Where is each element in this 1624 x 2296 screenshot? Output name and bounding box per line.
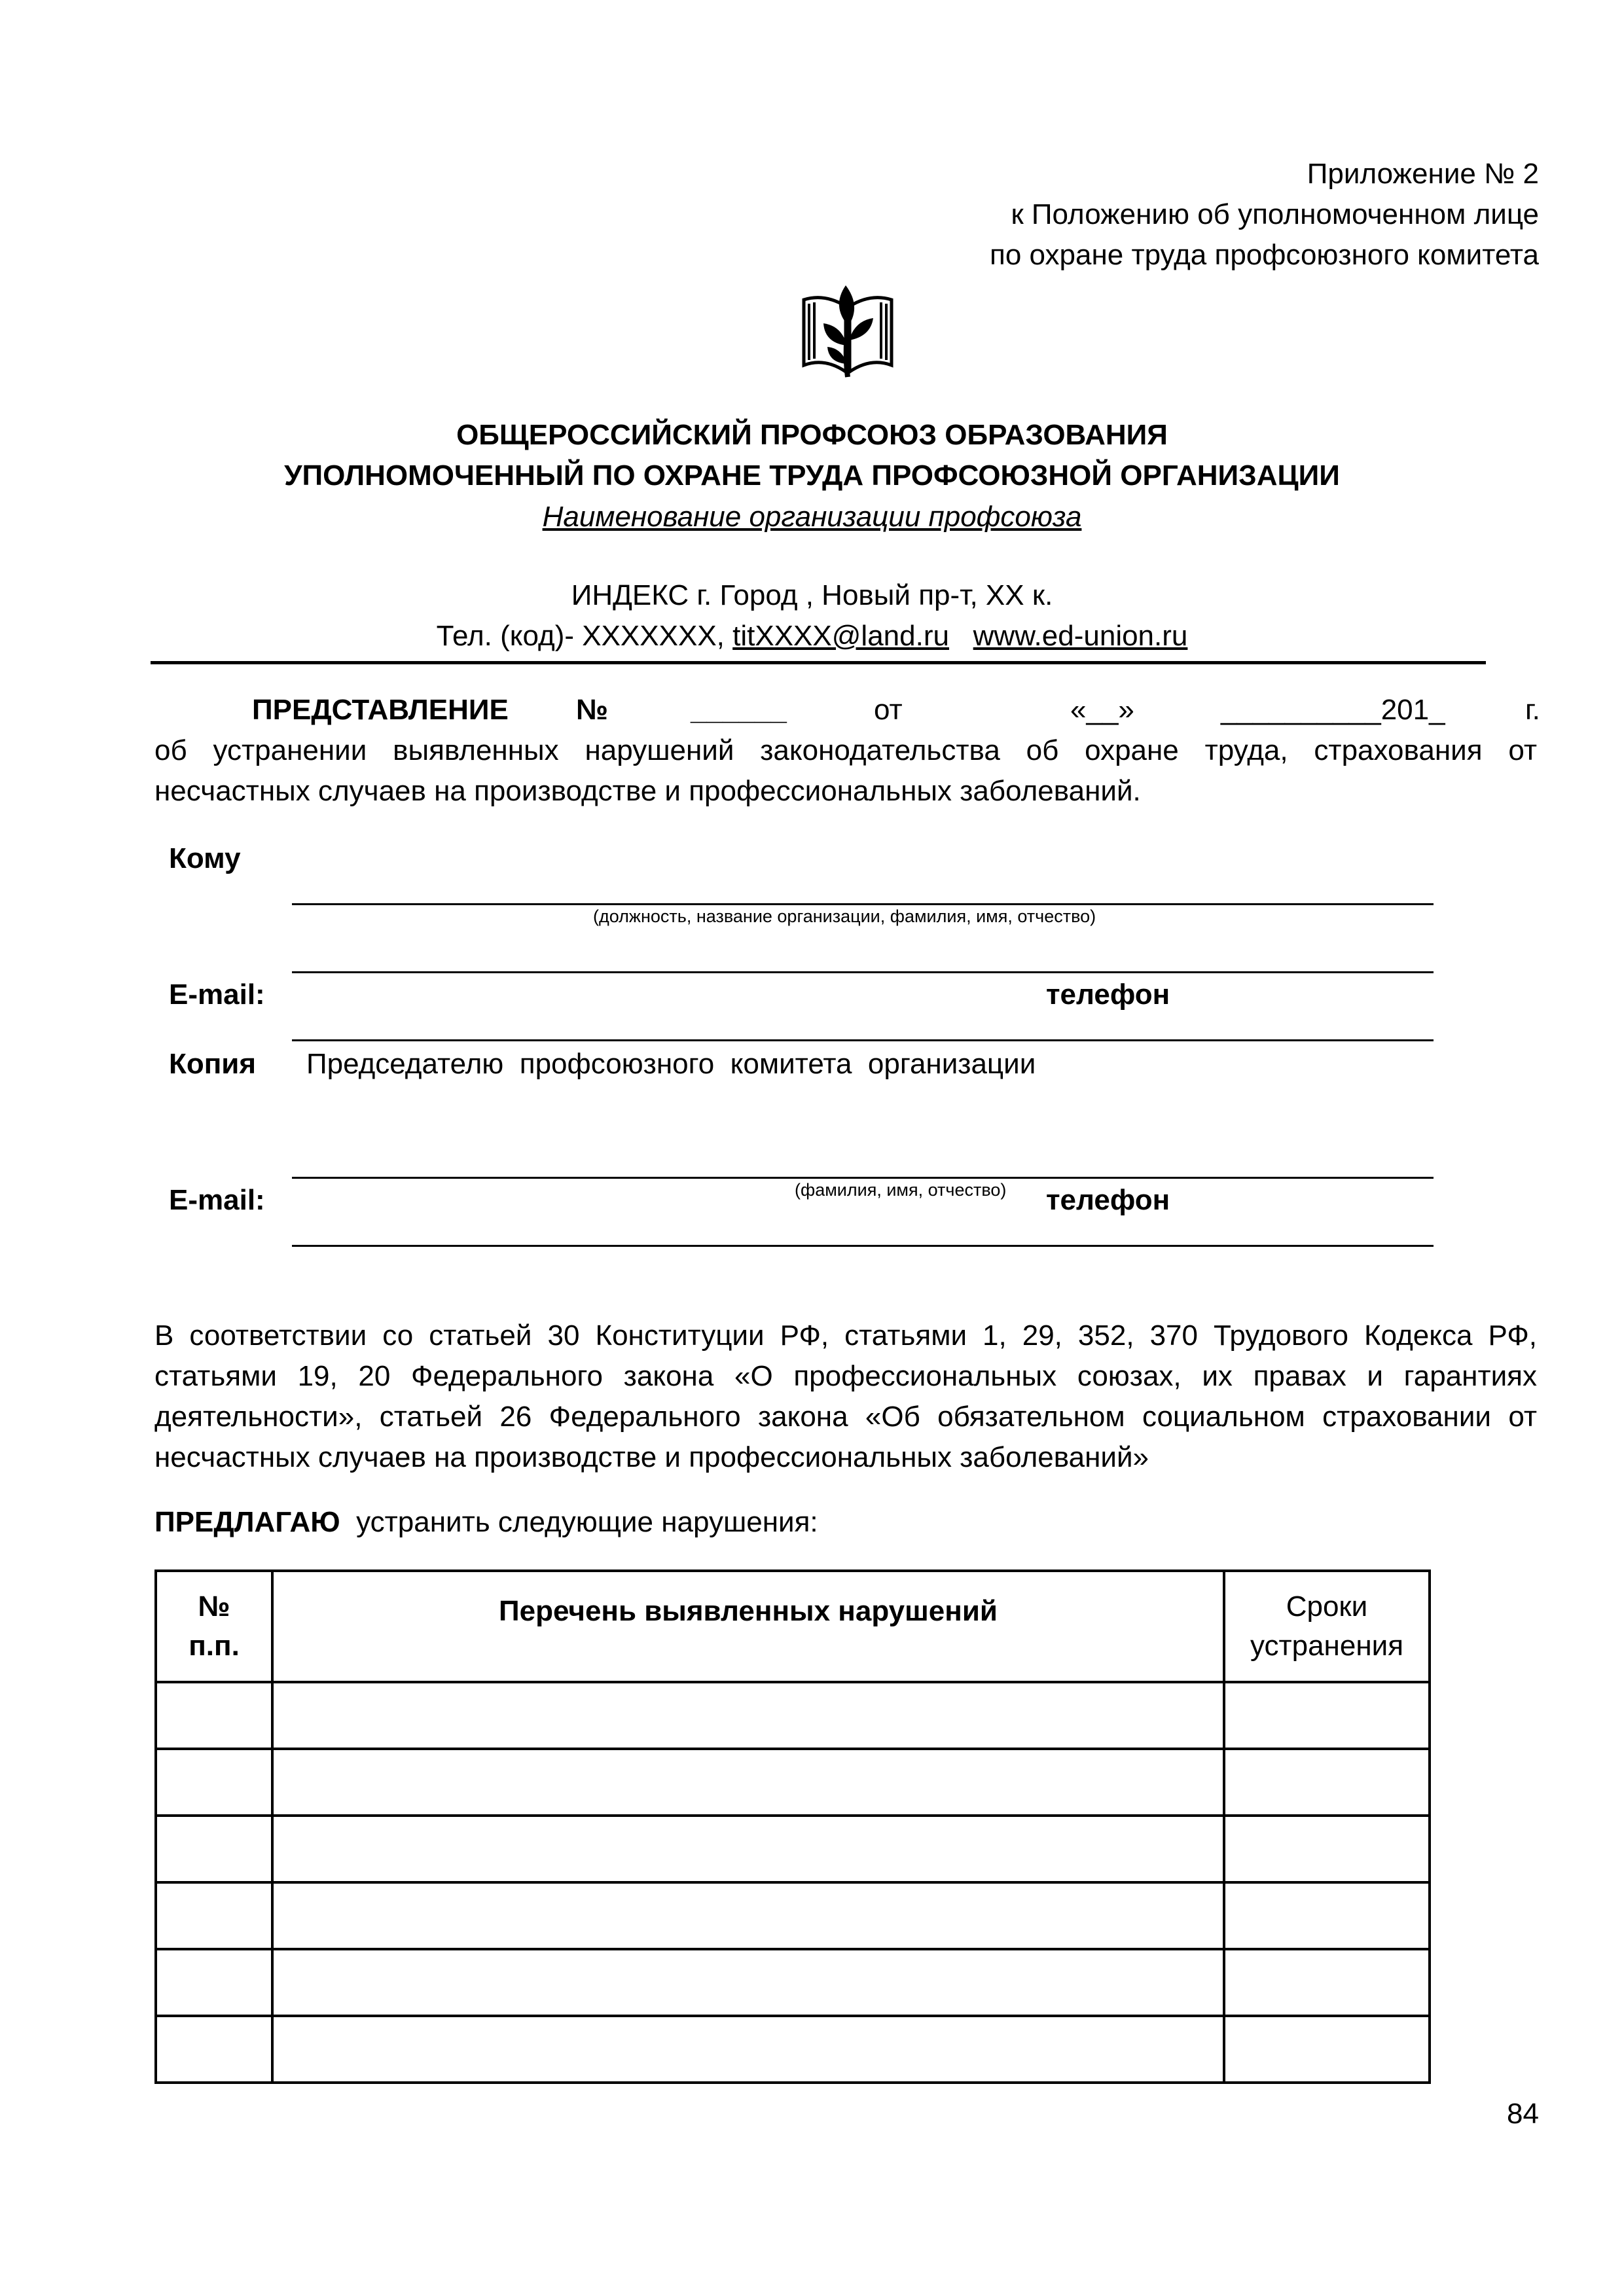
page-number: 84 <box>1507 2098 1539 2130</box>
col-num-line-1: № <box>198 1590 230 1623</box>
org-title-2: УПОЛНОМОЧЕННЫЙ ПО ОХРАНЕ ТРУДА ПРОФСОЮЗНОЙ ОРГАНИЗАЦИИ <box>284 459 1340 492</box>
table-cell[interactable] <box>156 1882 272 1949</box>
email-link[interactable]: titXXXX@land.ru <box>732 620 949 652</box>
appendix-line-2: к Положению об уполномоченном лице <box>1011 198 1539 230</box>
table-cell[interactable] <box>272 2016 1224 2083</box>
doc-subtitle: об устранении выявленных нарушений законодательства об охране труда, страхования от несчастных случаев на производстве и профессиональных заболеваний. <box>154 734 1537 807</box>
col-terms-line-1: Сроки <box>1286 1590 1368 1623</box>
day-blank: «__» <box>1070 694 1134 726</box>
appendix-line-3: по охране труда профсоюзного комитета <box>990 239 1539 271</box>
doc-title: ПРЕДСТАВЛЕНИЕ <box>252 694 509 726</box>
table-cell[interactable] <box>156 1682 272 1749</box>
table-cell[interactable] <box>156 1816 272 1882</box>
propose-rest: устранить следующие нарушения: <box>356 1506 818 1538</box>
copy-phone-label: телефон <box>1046 1184 1170 1216</box>
appendix-line-1: Приложение № 2 <box>1307 158 1539 190</box>
recipient-email-label: E-mail: <box>169 978 265 1011</box>
from-label: от <box>874 694 903 726</box>
table-cell[interactable] <box>156 1949 272 2016</box>
number-sign: № <box>576 694 609 726</box>
copy-label: Копия <box>169 1048 257 1080</box>
table-cell[interactable] <box>272 1882 1224 1949</box>
table-cell[interactable] <box>1224 2016 1430 2083</box>
col-num-header <box>156 1571 272 1682</box>
table-cell[interactable] <box>1224 1949 1430 2016</box>
date-blank: __________201_ <box>1221 694 1445 726</box>
to-label: Кому <box>169 842 241 874</box>
table-cell[interactable] <box>272 1682 1224 1749</box>
table-cell[interactable] <box>156 1749 272 1816</box>
to-line <box>292 903 1434 905</box>
table-cell[interactable] <box>272 1949 1224 2016</box>
recipient-phone-label: телефон <box>1046 978 1170 1011</box>
propose-line <box>154 1503 818 1542</box>
violations-table <box>154 1570 1431 2084</box>
phone-text: Тел. (код)- XXXXXXX, <box>436 620 725 652</box>
table-row <box>156 1949 1430 2016</box>
table-cell[interactable] <box>272 1749 1224 1816</box>
col-terms-header <box>1224 1571 1430 1682</box>
website-link[interactable]: www.ed-union.ru <box>973 620 1188 652</box>
legal-basis-paragraph: В соответствии со статьей 30 Конституции РФ, статьями 1, 29, 352, 370 Трудового Кодекса РФ, статьями 19, 20 Федерального закона «О профессиональных союзах, их правах и гарантиях деятельности», статьей 26 Федерального закона «Об обязательном социальном страховании от несчастных случаев на производстве и профессиональных заболеваний» <box>154 1319 1537 1473</box>
col-list-header: Перечень выявленных нарушений <box>272 1571 1224 1682</box>
table-cell[interactable] <box>1224 1749 1430 1816</box>
to-caption: (должность, название организации, фамилия, имя, отчество) <box>593 906 1096 926</box>
number-blank: ______ <box>691 694 787 726</box>
table-row <box>156 1682 1430 1749</box>
table-cell[interactable] <box>1224 1682 1430 1749</box>
propose-bold: ПРЕДЛАГАЮ <box>154 1506 340 1538</box>
table-row <box>156 1749 1430 1816</box>
contact-line <box>0 617 1624 656</box>
table-cell[interactable] <box>272 1816 1224 1882</box>
org-title-1: ОБЩЕРОССИЙСКИЙ ПРОФСОЮЗ ОБРАЗОВАНИЯ <box>456 419 1168 451</box>
union-emblem-icon <box>799 280 897 385</box>
copy-text: Председателю профсоюзного комитета организации <box>306 1048 1036 1080</box>
to-line-2 <box>292 971 1434 973</box>
year-suffix: г. <box>1525 694 1540 726</box>
table-cell[interactable] <box>156 2016 272 2083</box>
copy-email-line <box>292 1245 1434 1247</box>
copy-email-label: E-mail: <box>169 1184 265 1216</box>
table-row <box>156 1816 1430 1882</box>
header-divider <box>151 661 1486 664</box>
table-row <box>156 2016 1430 2083</box>
table-cell[interactable] <box>1224 1882 1430 1949</box>
recipient-email-line <box>292 1039 1434 1041</box>
table-row <box>156 1882 1430 1949</box>
copy-caption: (фамилия, имя, отчество) <box>795 1180 1007 1200</box>
col-num-line-2: п.п. <box>189 1630 240 1662</box>
address: ИНДЕКС г. Город , Новый пр-т, XX к. <box>571 579 1053 611</box>
table-header-row <box>156 1571 1430 1682</box>
org-name-placeholder: Наименование организации профсоюза <box>542 501 1082 533</box>
copy-line <box>292 1177 1434 1179</box>
col-terms-line-2: устранения <box>1250 1630 1404 1662</box>
table-cell[interactable] <box>1224 1816 1430 1882</box>
